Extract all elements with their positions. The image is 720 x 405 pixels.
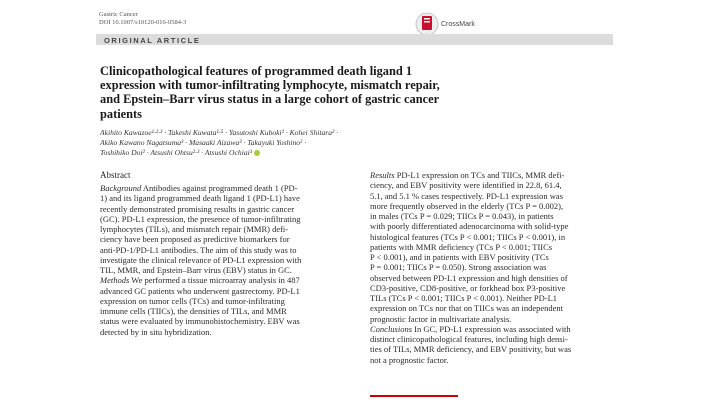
abstract-line	[370, 355, 606, 365]
abstract-text: In GC, PD-L1 expression was associated with	[412, 323, 571, 334]
abstract-line	[370, 211, 606, 221]
section-label: Background	[100, 183, 142, 193]
abstract-text: with poorly differentiated adenocarcinoma with solid-type	[370, 221, 569, 232]
abstract-text: observed between PD-L1 expression and high densities of	[370, 272, 568, 283]
abstract-line	[100, 255, 354, 265]
abstract-text: TIL, MMR, and Epstein–Barr virus (EBV) status in GC.	[100, 265, 292, 275]
abstract-line	[100, 286, 354, 296]
abstract-text: investigate the clinical relevance of PD-L1 expression with	[100, 254, 302, 265]
abstract-line	[370, 232, 606, 242]
abstract-text: 5.1, and 5.1 % cases respectively. PD-L1 expression was	[370, 190, 564, 201]
title-line: patients	[100, 106, 142, 121]
abstract-text: histological features (TCs P < 0.001; TIICs P < 0.001), in	[370, 231, 566, 242]
abstract-line	[370, 314, 606, 324]
abstract-text: lymphocytes (TILs), and mismatch repair (MMR) defi-	[100, 224, 289, 234]
abstract-text: ciency, and EBV positivity were identified in 22.8, 61.4,	[370, 180, 562, 191]
abstract-text: Antibodies against programmed death 1 (PD-	[141, 183, 298, 193]
abstract-text: P < 0.001), and in patients with EBV positivity (TCs	[370, 252, 549, 262]
abstract-text: in males (TCs P = 0.029; TIICs P = 0.043), in patients	[370, 211, 554, 221]
abstract-line	[370, 221, 606, 231]
author-list	[100, 128, 380, 157]
section-label: Conclusions	[370, 323, 413, 334]
abstract-text: patients with MMR deficiency (TCs P < 0.001; TIICs	[370, 241, 553, 252]
section-label: Results	[370, 170, 395, 180]
abstract-line	[370, 344, 606, 354]
abstract-column-left	[100, 183, 354, 337]
orcid-icon[interactable]	[254, 150, 260, 156]
abstract-line	[100, 265, 354, 275]
abstract-text: P = 0.001; TIICs P = 0.050). Strong association was	[370, 262, 547, 273]
abstract-line	[100, 327, 354, 337]
abstract-line	[370, 262, 606, 272]
abstract-text: detected by in situ hybridization.	[100, 326, 212, 337]
abstract-column-right	[370, 170, 606, 365]
abstract-line	[100, 296, 354, 306]
abstract-text: PD-L1 expression on TCs and TIICs, MMR defi-	[394, 170, 565, 180]
abstract-text: recently demonstrated promising results in gastric cancer	[100, 203, 295, 214]
abstract-line	[370, 170, 606, 180]
abstract-line	[100, 234, 354, 244]
abstract-line	[370, 273, 606, 283]
abstract-text: distinct clinicopathological features, including high densi-	[370, 334, 568, 344]
abstract-line	[370, 191, 606, 201]
abstract-text: expression on TCs nor that on TIICs was an independent	[370, 303, 564, 314]
abstract-text: TILs (TCs P < 0.001; TIICs P < 0.001). Neither PD-L1	[370, 293, 558, 303]
author-line: Akiko Kawano Nagatsuma³ · Masaaki Aizawa³ · Takayuki Yoshino² ·	[100, 137, 307, 147]
abstract-text: (GC). PD-L1 expression, the presence of tumor-infiltrating	[100, 213, 301, 224]
abstract-text: ties of TILs, MMR deficiency, and EBV positivity, but was	[370, 344, 572, 355]
doi-line: DOI 10.1007/s10120-016-0584-3	[99, 19, 187, 26]
abstract-line	[370, 180, 606, 190]
abstract-text: anti-PD-1/PD-L1 antibodies. The aim of this study was to	[100, 244, 297, 255]
abstract-line	[100, 306, 354, 316]
abstract-line	[370, 293, 606, 303]
abstract-line	[370, 324, 606, 334]
abstract-text: CD3-positive, CD8-positive, or forkhead box P3-positive	[370, 282, 566, 293]
abstract-text: not a prognostic factor.	[370, 354, 449, 365]
abstract-line	[100, 214, 354, 224]
abstract-line	[100, 204, 354, 214]
abstract-text: advanced GC patients who underwent gastrectomy. PD-L1	[100, 285, 300, 296]
journal-name: Gastric Cancer	[99, 11, 138, 18]
abstract-line	[100, 316, 354, 326]
paper-title	[100, 64, 440, 121]
abstract-line	[100, 245, 354, 255]
title-line: and Epstein–Barr virus status in a large cohort of gastric cancer	[100, 92, 440, 107]
abstract-line	[370, 334, 606, 344]
abstract-text: We performed a tissue microarray analysis in 487	[129, 275, 300, 286]
author-line: Toshihiko Doi² · Atsushi Ohtsu²·³ · Atsushi Ochiai³	[100, 148, 380, 158]
article-type-label: ORIGINAL ARTICLE	[104, 35, 201, 45]
abstract-text: prognostic factor in multivariate analysis.	[370, 313, 512, 324]
abstract-text: immune cells (TIICs), the densities of TILs, and MMR	[100, 306, 287, 316]
crossmark-label: CrossMark	[441, 21, 475, 28]
abstract-line	[100, 193, 354, 203]
abstract-text: 1) and its ligand programmed death ligand 1 (PD-L1) have	[100, 193, 300, 204]
abstract-line	[370, 252, 606, 262]
abstract-text: ciency have been proposed as predictive biomarkers for	[100, 234, 290, 245]
abstract-line	[100, 183, 354, 193]
abstract-text: expression on tumor cells (TCs) and tumor-infiltrating	[100, 295, 285, 306]
abstract-line	[370, 283, 606, 293]
title-line: Clinicopathological features of programmed death ligand 1	[100, 64, 413, 78]
abstract-line	[370, 201, 606, 211]
abstract-text: status were evaluated by immunohistochemistry. EBV was	[100, 316, 300, 327]
journal-header	[99, 11, 186, 27]
red-underline-annotation	[370, 395, 458, 397]
title-line: expression with tumor-infiltrating lymphocyte, mismatch repair,	[100, 78, 440, 93]
abstract-heading: Abstract	[100, 170, 131, 180]
author-line: Akihito Kawazoe¹·²·³ · Takeshi Kuwata¹·⁵ · Yasutoshi Kuboki² · Kohei Shitara² ·	[100, 128, 339, 137]
abstract-text: more frequently observed in the elderly (TCs P = 0.002),	[370, 200, 564, 211]
abstract-line	[370, 242, 606, 252]
abstract-line	[100, 275, 354, 285]
section-label: Methods	[100, 275, 130, 286]
abstract-line	[100, 224, 354, 234]
abstract-line	[370, 303, 606, 313]
